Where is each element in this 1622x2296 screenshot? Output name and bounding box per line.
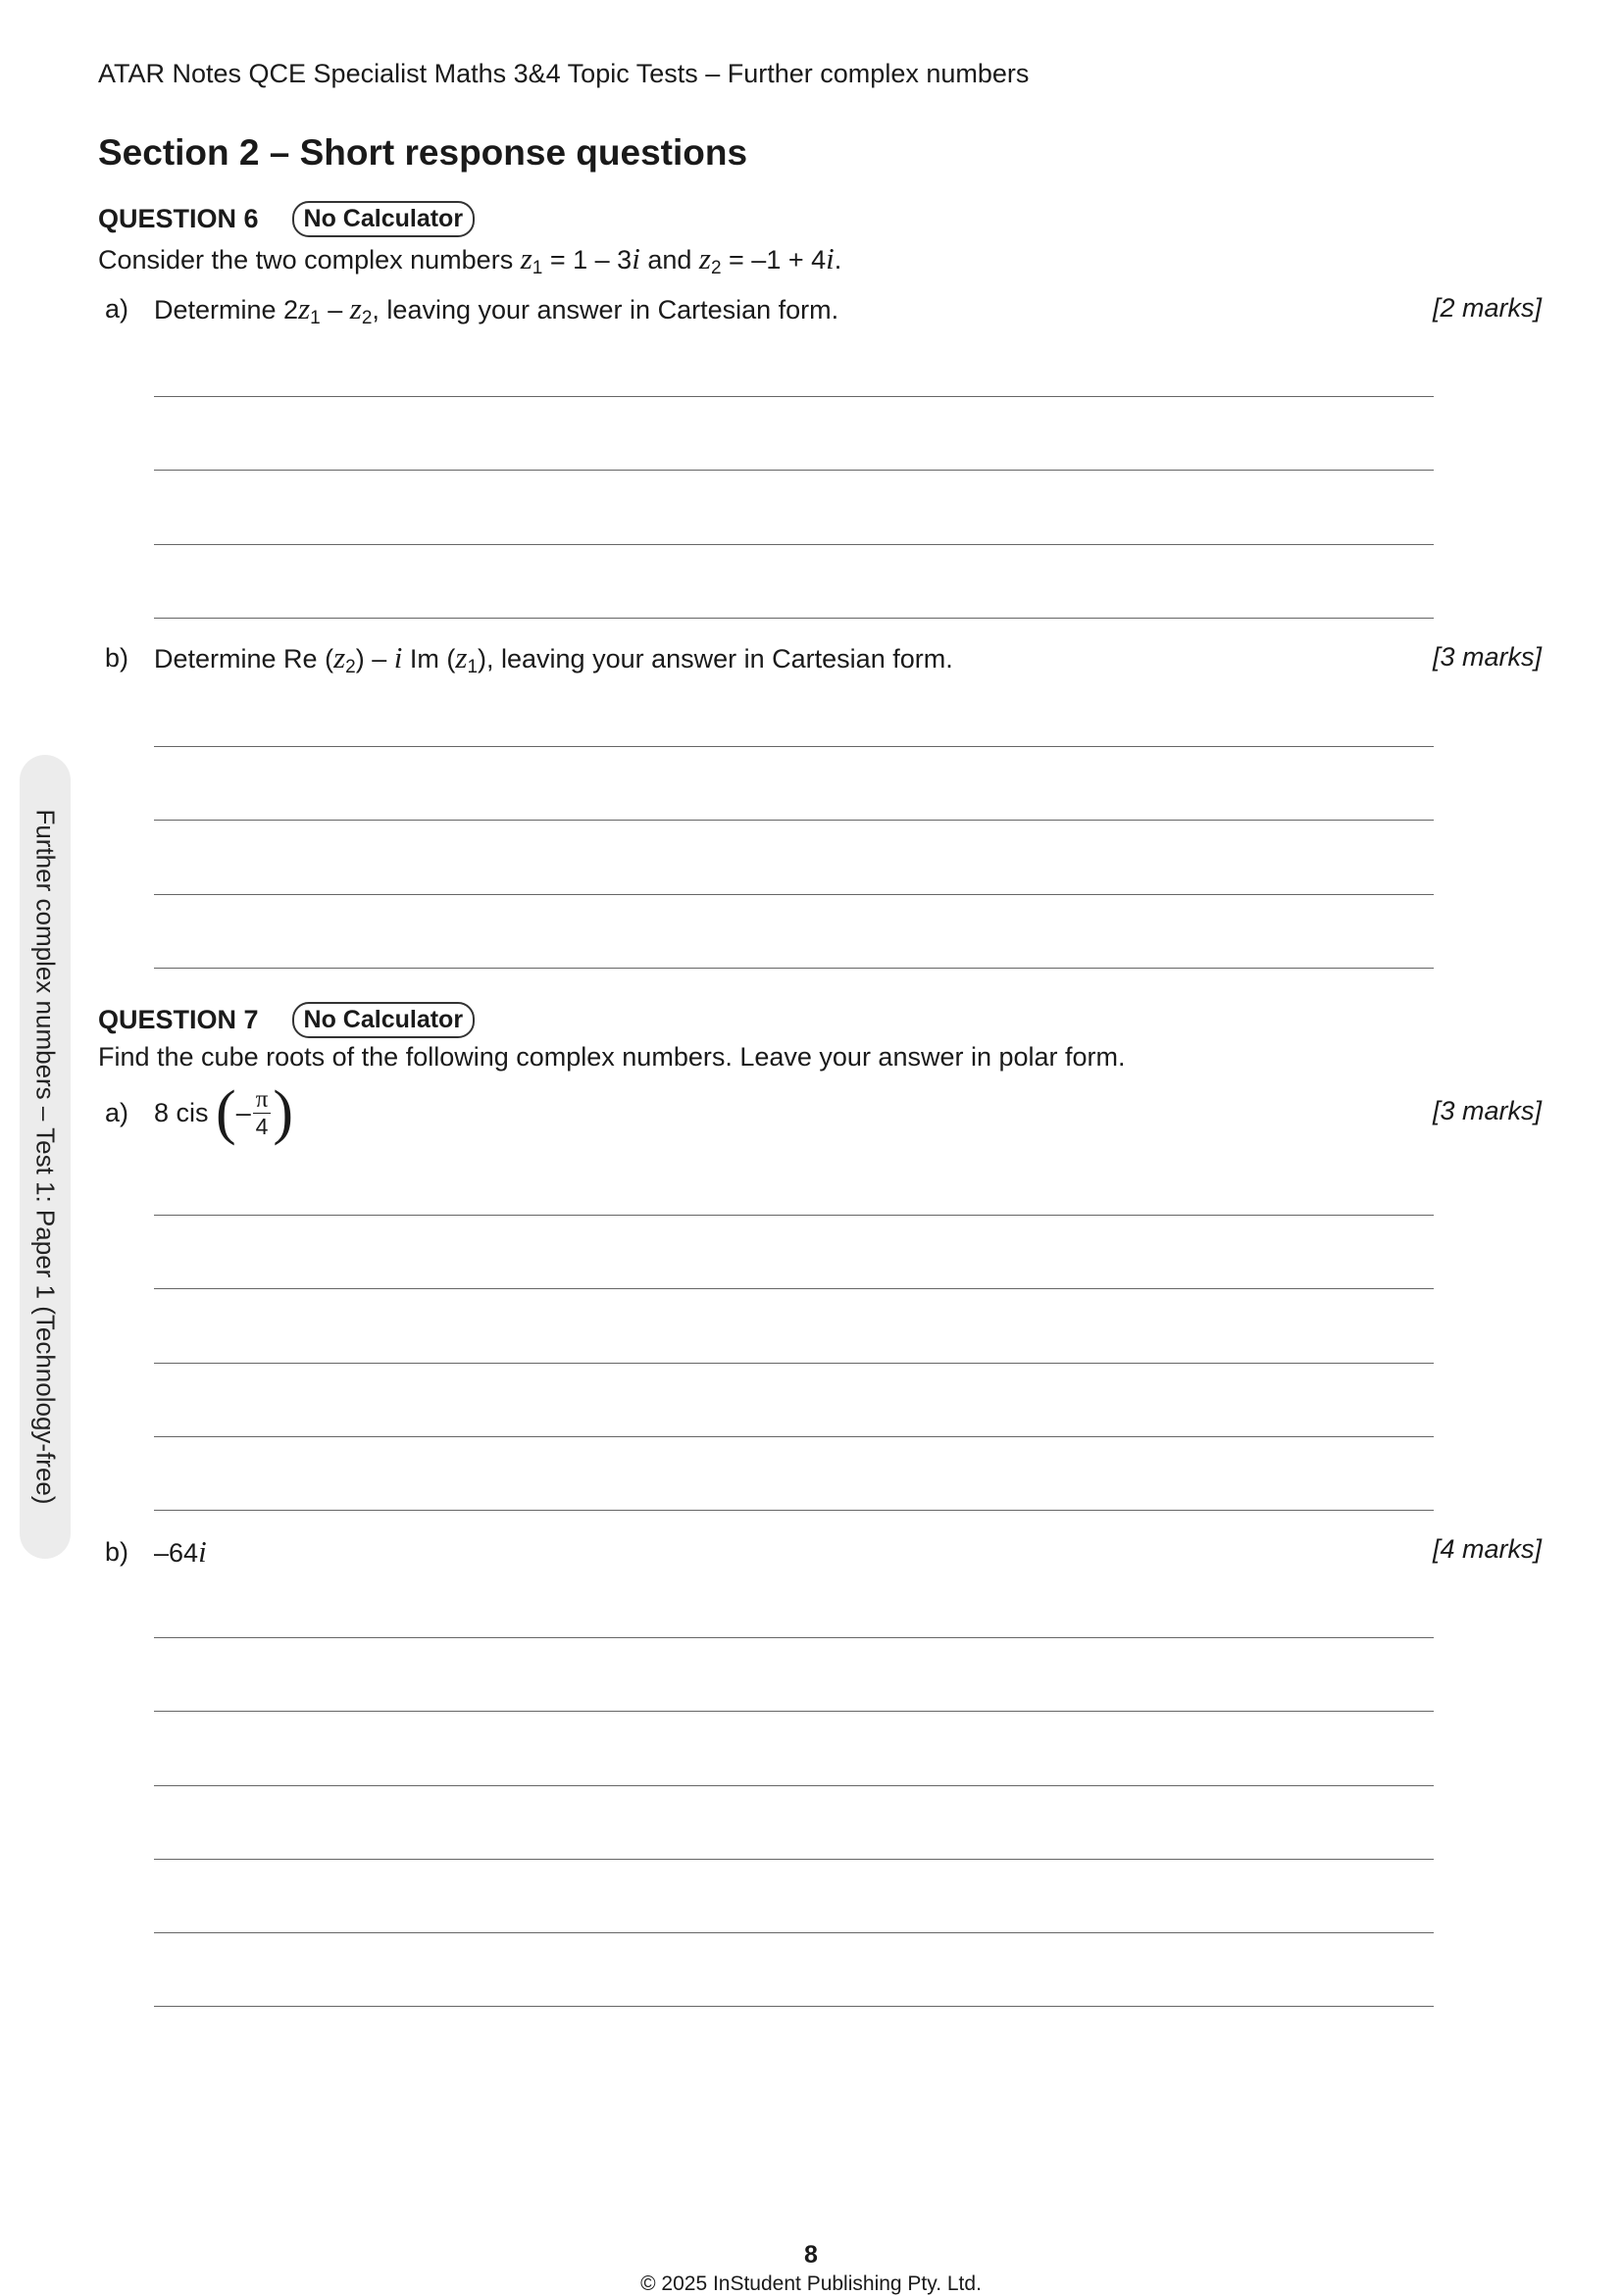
question-7b — [105, 1534, 207, 1570]
marks-label: [3 marks] — [1432, 642, 1542, 672]
question-7b-text: –64i — [154, 1534, 207, 1569]
question-7-label: QUESTION 7 — [98, 1005, 259, 1034]
copyright-notice: © 2025 InStudent Publishing Pty. Ltd. — [640, 2272, 982, 2295]
question-7a — [105, 1079, 293, 1146]
no-calculator-badge: No Calculator — [292, 1002, 476, 1038]
answer-line[interactable] — [154, 2006, 1434, 2007]
no-calculator-badge: No Calculator — [292, 201, 476, 237]
answer-line[interactable] — [154, 396, 1434, 397]
answer-line[interactable] — [154, 1932, 1434, 1933]
question-7-intro: Find the cube roots of the following complex numbers. Leave your answer in polar form. — [98, 1042, 1126, 1072]
part-label: a) — [105, 293, 129, 324]
question-6-intro: Consider the two complex numbers $z_1 = 1 - 3i$ and $z_2 = -1 + 4i$. — [98, 241, 842, 278]
question-7a-expression: 8 cis ( – $\frac{\pi}{4}$ ) — [154, 1079, 293, 1146]
answer-line[interactable] — [154, 1711, 1434, 1712]
answer-line[interactable] — [154, 820, 1434, 821]
answer-line[interactable] — [154, 1637, 1434, 1638]
marks-label: [4 marks] — [1432, 1534, 1542, 1564]
question-6a-text: Determine $2z_1 - z_2$, leaving your answer in Cartesian form. — [154, 291, 839, 328]
answer-line[interactable] — [154, 1436, 1434, 1437]
part-label: b) — [105, 1536, 129, 1567]
page-number: 8 — [804, 2241, 818, 2269]
answer-line[interactable] — [154, 1859, 1434, 1860]
answer-line[interactable] — [154, 894, 1434, 895]
part-label: b) — [105, 642, 129, 673]
question-6-heading — [98, 201, 475, 237]
question-6-label: QUESTION 6 — [98, 204, 259, 233]
question-6a — [105, 291, 838, 326]
pi-over-4-fraction: $\frac{\pi}{4}$ — [253, 1087, 272, 1139]
answer-line[interactable] — [154, 968, 1434, 969]
answer-line[interactable] — [154, 1288, 1434, 1289]
answer-line[interactable] — [154, 1215, 1434, 1216]
side-tab — [20, 755, 71, 1559]
running-header: ATAR Notes QCE Specialist Maths 3&4 Topic Tests – Further complex numbers — [98, 59, 1030, 88]
marks-label: [2 marks] — [1432, 293, 1542, 323]
side-tab-text: Further complex numbers – Test 1: Paper 1 (Technology-free) — [30, 809, 61, 1505]
part-label: a) — [105, 1097, 129, 1127]
answer-line[interactable] — [154, 1785, 1434, 1786]
section-title: Section 2 – Short response questions — [98, 132, 748, 173]
answer-line[interactable] — [154, 618, 1434, 619]
question-7-heading — [98, 1002, 475, 1038]
question-6b-text: Determine Re $(z_2)$ – i Im $(z_1)$, leaving your answer in Cartesian form. — [154, 640, 953, 677]
marks-label: [3 marks] — [1432, 1096, 1542, 1125]
answer-line[interactable] — [154, 1510, 1434, 1511]
answer-line[interactable] — [154, 544, 1434, 545]
answer-line[interactable] — [154, 470, 1434, 471]
question-6b — [105, 640, 953, 675]
answer-line[interactable] — [154, 1363, 1434, 1364]
answer-line[interactable] — [154, 746, 1434, 747]
